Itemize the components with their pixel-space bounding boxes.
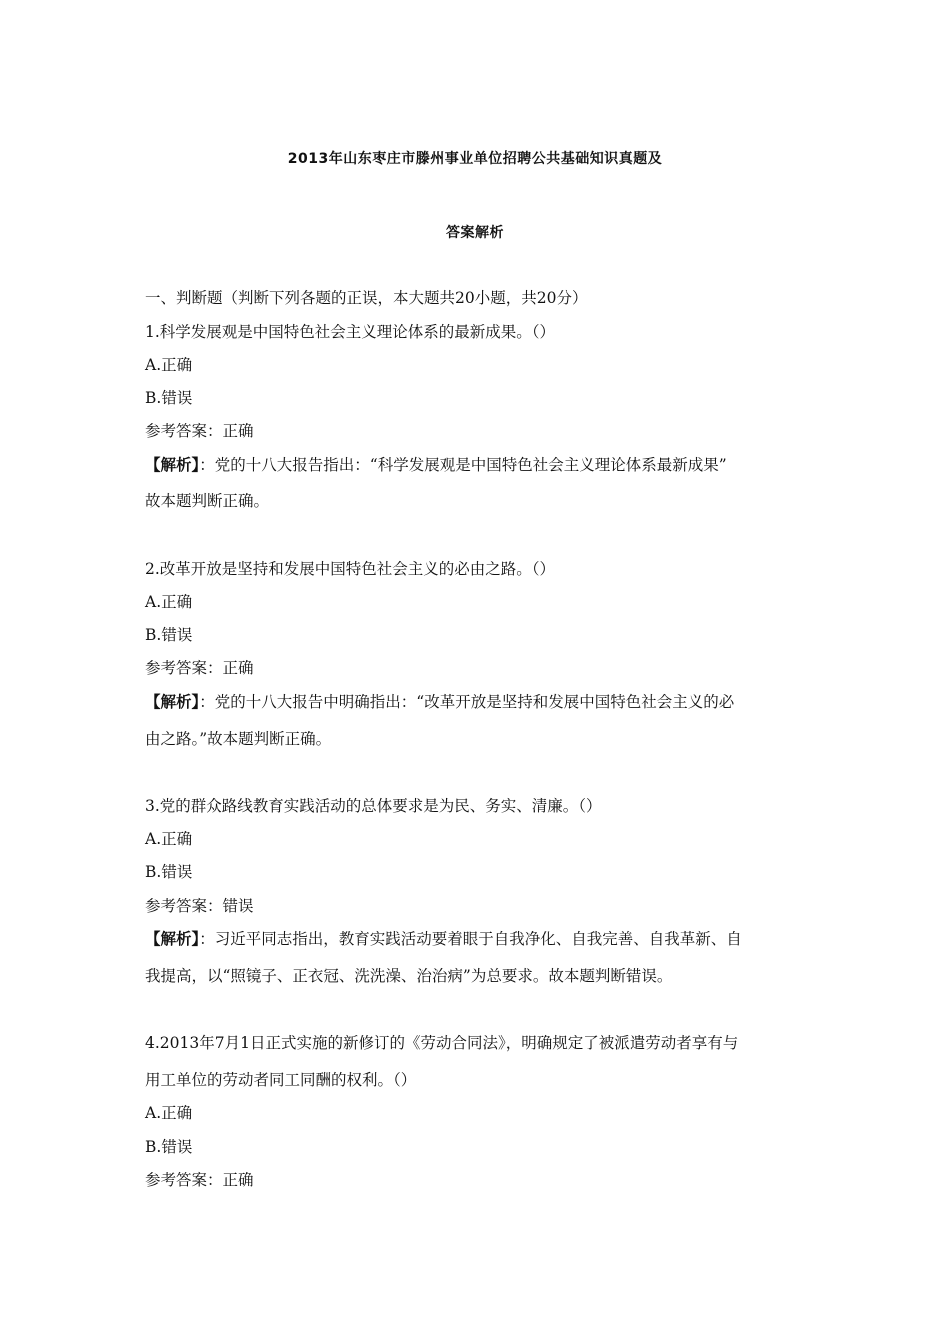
question-1-option-b: B.错误 [145,389,193,407]
question-3-answer: 参考答案：错误 [145,897,254,915]
analysis-text: ：党的十八大报告中明确指出：“改革开放是坚持和发展中国特色社会主义的必 [199,693,735,711]
question-4-stem-line-2: 用工单位的劳动者同工同酬的权利。（） [145,1071,417,1089]
analysis-label: 【解析】 [145,693,200,711]
question-1-option-a: A.正确 [145,356,193,374]
question-2-option-a: A.正确 [145,593,193,611]
section-heading: 一、判断题（判断下列各题的正误，本大题共20小题，共20分） [145,289,588,307]
question-3-analysis-line-2: 我提高，以“照镜子、正衣冠、洗洗澡、治治病”为总要求。故本题判断错误。 [145,967,673,985]
question-1-stem: 1.科学发展观是中国特色社会主义理论体系的最新成果。（） [145,323,556,341]
question-1-analysis-line-2: 故本题判断正确。 [145,492,270,510]
question-3-stem: 3.党的群众路线教育实践活动的总体要求是为民、务实、清廉。（） [145,797,602,815]
question-4-option-b: B.错误 [145,1138,193,1156]
question-3-analysis-line-1 [145,929,815,949]
analysis-text: ：习近平同志指出，教育实践活动要着眼于自我净化、自我完善、自我革新、自 [199,930,742,948]
question-2-option-b: B.错误 [145,626,193,644]
question-3-option-b: B.错误 [145,863,193,881]
question-2-analysis-line-2: 由之路。”故本题判断正确。 [145,730,332,748]
question-2-stem: 2.改革开放是坚持和发展中国特色社会主义的必由之路。（） [145,560,556,578]
analysis-label: 【解析】 [145,456,200,474]
analysis-text: ：党的十八大报告指出：“科学发展观是中国特色社会主义理论体系最新成果” [199,456,727,474]
question-1-answer: 参考答案：正确 [145,422,254,440]
analysis-label: 【解析】 [145,930,200,948]
document-title-line-2: 答案解析 [446,225,504,241]
document-title-line-1: 2013年山东枣庄市滕州事业单位招聘公共基础知识真题及 [287,151,663,167]
question-2-answer: 参考答案：正确 [145,659,254,677]
question-4-answer: 参考答案：正确 [145,1171,254,1189]
question-2-analysis-line-1 [145,692,815,712]
question-4-stem-line-1: 4.2013年7月1日正式实施的新修订的《劳动合同法》，明确规定了被派遣劳动者享有与 [145,1034,739,1052]
question-1-analysis-line-1 [145,455,815,475]
question-4-option-a: A.正确 [145,1104,193,1122]
question-3-option-a: A.正确 [145,830,193,848]
